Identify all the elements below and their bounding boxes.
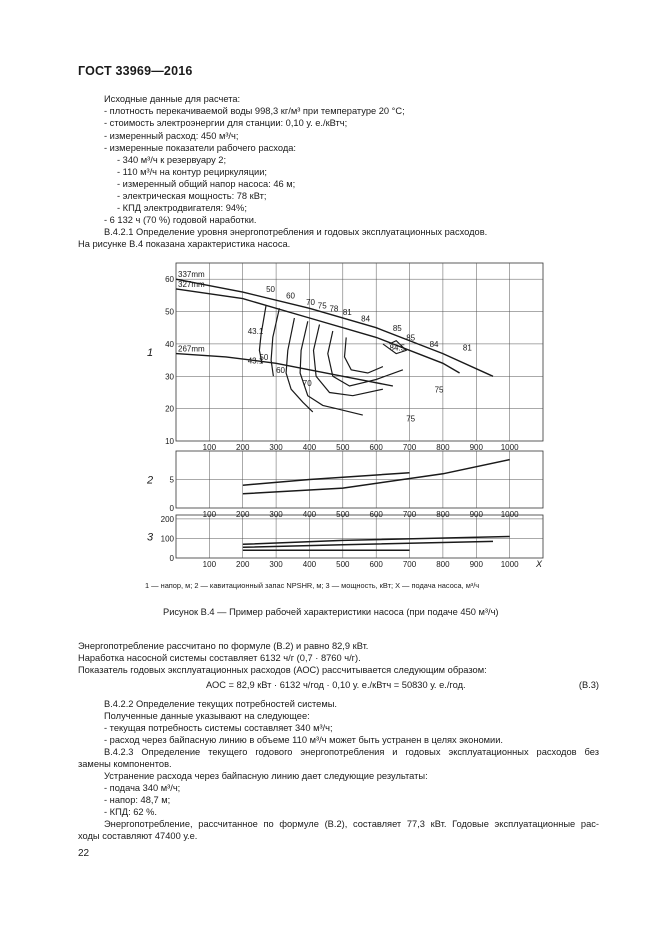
x-tick-label: 100 bbox=[202, 443, 217, 452]
body-line: - текущая потребность системы составляет 340 м³/ч; bbox=[104, 723, 333, 733]
efficiency-label: 81 bbox=[462, 343, 472, 353]
y-tick-label: 0 bbox=[169, 554, 174, 563]
efficiency-label: 43.1 bbox=[247, 356, 264, 366]
intro-line: - измеренный расход: 450 м³/ч; bbox=[104, 131, 239, 141]
efficiency-label: 60 bbox=[286, 291, 296, 301]
x-tick-label: 600 bbox=[369, 560, 383, 569]
x-tick-label: 400 bbox=[302, 560, 317, 569]
efficiency-contour bbox=[328, 331, 403, 386]
section-heading: В.4.2.3 Определение текущего годового энергопотребления и годовых эксплуатационных расходов без bbox=[104, 747, 599, 757]
body-line: замены компонентов. bbox=[78, 759, 172, 769]
head-curve bbox=[176, 279, 493, 376]
x-tick-label: 1000 bbox=[500, 560, 519, 569]
figure-legend: 1 — напор, м; 2 — кавитационный запас NPSHR, м; 3 — мощность, кВт; X — подача насоса, м³/ч bbox=[145, 581, 480, 590]
y-tick-label: 200 bbox=[160, 514, 174, 524]
x-tick-label: 600 bbox=[369, 443, 383, 452]
body-line: Полученные данные указывают на следующее: bbox=[104, 711, 310, 721]
intro-line: - 340 м³/ч к резервуару 2; bbox=[117, 155, 227, 165]
efficiency-label: 78 bbox=[329, 304, 339, 314]
body-line: Наработка насосной системы составляет 6132 ч/г (0,7 · 8760 ч/г). bbox=[78, 653, 361, 663]
y-tick-label: 60 bbox=[165, 275, 174, 285]
series-line bbox=[243, 473, 410, 486]
intro-line: На рисунке В.4 показана характеристика насоса. bbox=[78, 239, 291, 249]
x-tick-label: 700 bbox=[402, 443, 417, 452]
body-line: - подача 340 м³/ч; bbox=[104, 783, 181, 793]
body-line: Энергопотребление рассчитано по формуле (В.2) и равно 82,9 кВт. bbox=[78, 641, 369, 651]
equation-formula: АОС = 82,9 кВт · 6132 ч/год · 0,10 у. е./кВтч = 50830 у. е./год. bbox=[206, 680, 466, 690]
efficiency-label: 70 bbox=[302, 378, 312, 388]
efficiency-label: 84 bbox=[429, 340, 439, 350]
x-tick-label: 100 bbox=[202, 560, 217, 569]
intro-line: - плотность перекачиваемой воды 998,3 кг/м³ при температуре 20 °С; bbox=[104, 106, 405, 116]
document-header: ГОСТ 33969—2016 bbox=[78, 64, 193, 78]
intro-line: - измеренный общий напор насоса: 46 м; bbox=[117, 179, 296, 189]
x-tick-label: 800 bbox=[436, 443, 450, 452]
efficiency-label: 85 bbox=[406, 333, 416, 343]
y-tick-label: 0 bbox=[169, 504, 174, 513]
y-tick-label: 30 bbox=[165, 372, 174, 382]
y-tick-label: 10 bbox=[165, 437, 174, 446]
page-number: 22 bbox=[78, 848, 90, 859]
efficiency-label: 70 bbox=[306, 298, 316, 308]
x-tick-label: 400 bbox=[302, 510, 317, 519]
x-tick-label: 500 bbox=[336, 510, 350, 519]
y-tick-label: 100 bbox=[160, 534, 174, 544]
efficiency-label: 50 bbox=[266, 285, 275, 295]
efficiency-label: 43.1 bbox=[247, 327, 264, 337]
intro-line: Исходные данные для расчета: bbox=[104, 94, 241, 104]
curve-label: 337mm bbox=[178, 270, 205, 280]
intro-line: - измеренные показатели рабочего расхода: bbox=[104, 143, 296, 153]
efficiency-label: 85 bbox=[392, 323, 402, 333]
x-tick-label: 1000 bbox=[500, 443, 519, 452]
x-tick-label: 900 bbox=[469, 443, 483, 452]
body-line: Устранение расхода через байпасную линию дает следующие результаты: bbox=[104, 771, 428, 781]
intro-line: - 110 м³/ч на контур рециркуляции; bbox=[117, 167, 268, 177]
body-line: - КПД: 62 %. bbox=[104, 807, 158, 817]
y-tick-label: 40 bbox=[165, 339, 174, 349]
panel-label: 1 bbox=[146, 347, 154, 359]
x-axis-label: X bbox=[535, 559, 543, 569]
x-tick-label: 400 bbox=[302, 443, 317, 452]
x-tick-label: 500 bbox=[336, 443, 350, 452]
x-tick-label: 700 bbox=[402, 560, 417, 569]
body-line: - расход через байпасную линию в объеме 110 м³/ч может быть устранен в целях экономии. bbox=[104, 735, 504, 745]
equation-number: (В.3) bbox=[578, 680, 599, 690]
x-tick-label: 100 bbox=[202, 510, 217, 519]
section-heading: В.4.2.2 Определение текущих потребностей системы. bbox=[104, 699, 337, 709]
body-line: - напор: 48,7 м; bbox=[104, 795, 171, 805]
x-tick-label: 1000 bbox=[500, 510, 519, 519]
x-tick-label: 600 bbox=[369, 510, 383, 519]
body-line: Показатель годовых эксплуатационных расходов (АОС) рассчитывается следующим образом: bbox=[78, 665, 487, 675]
intro-line: - КПД электродвигателя: 94%; bbox=[117, 203, 247, 213]
x-tick-label: 300 bbox=[269, 443, 283, 452]
curve-label: 267mm bbox=[178, 344, 205, 354]
panel-label: 3 bbox=[146, 531, 154, 544]
intro-line: - 6 132 ч (70 %) годовой наработки. bbox=[104, 215, 257, 225]
x-tick-label: 200 bbox=[236, 560, 250, 569]
x-tick-label: 800 bbox=[436, 510, 450, 519]
efficiency-contour bbox=[286, 318, 313, 412]
figure-caption: Рисунок В.4 — Пример рабочей характеристики насоса (при подаче 450 м³/ч) bbox=[163, 607, 499, 617]
x-tick-label: 300 bbox=[269, 560, 283, 569]
efficiency-label: 50 bbox=[259, 353, 269, 363]
y-tick-label: 5 bbox=[169, 475, 174, 485]
x-tick-label: 700 bbox=[402, 510, 417, 519]
y-tick-label: 50 bbox=[165, 307, 174, 317]
efficiency-label: 84.5 bbox=[389, 343, 406, 353]
efficiency-label: 81 bbox=[342, 307, 352, 317]
x-tick-label: 300 bbox=[269, 510, 283, 519]
intro-line: - стоимость электроэнергии для станции: 0,10 у. е./кВтч; bbox=[104, 118, 348, 128]
efficiency-label: 75 bbox=[317, 301, 327, 311]
x-tick-label: 800 bbox=[436, 560, 450, 569]
x-tick-label: 900 bbox=[469, 560, 483, 569]
y-tick-label: 20 bbox=[165, 404, 174, 414]
x-tick-label: 500 bbox=[336, 560, 350, 569]
efficiency-label: 75 bbox=[406, 414, 416, 424]
x-tick-label: 200 bbox=[236, 510, 250, 519]
panel-label: 2 bbox=[146, 474, 154, 487]
intro-line: - электрическая мощность: 78 кВт; bbox=[117, 191, 267, 201]
efficiency-label: 60 bbox=[276, 366, 285, 376]
curve-label: 327mm bbox=[178, 279, 205, 289]
x-tick-label: 900 bbox=[469, 510, 483, 519]
efficiency-label: 84 bbox=[361, 314, 371, 324]
efficiency-contour bbox=[345, 337, 383, 373]
efficiency-label: 75 bbox=[434, 385, 444, 395]
section-heading: В.4.2.1 Определение уровня энергопотребления и годовых эксплуатационных расходов. bbox=[104, 227, 488, 237]
x-tick-label: 200 bbox=[236, 443, 250, 452]
body-line: Энергопотребление, рассчитанное по формуле (В.2), составляет 77,3 кВт. Годовые эксплуатационные рас- bbox=[104, 819, 599, 829]
body-line: ходы составляют 47400 у.е. bbox=[78, 831, 198, 841]
